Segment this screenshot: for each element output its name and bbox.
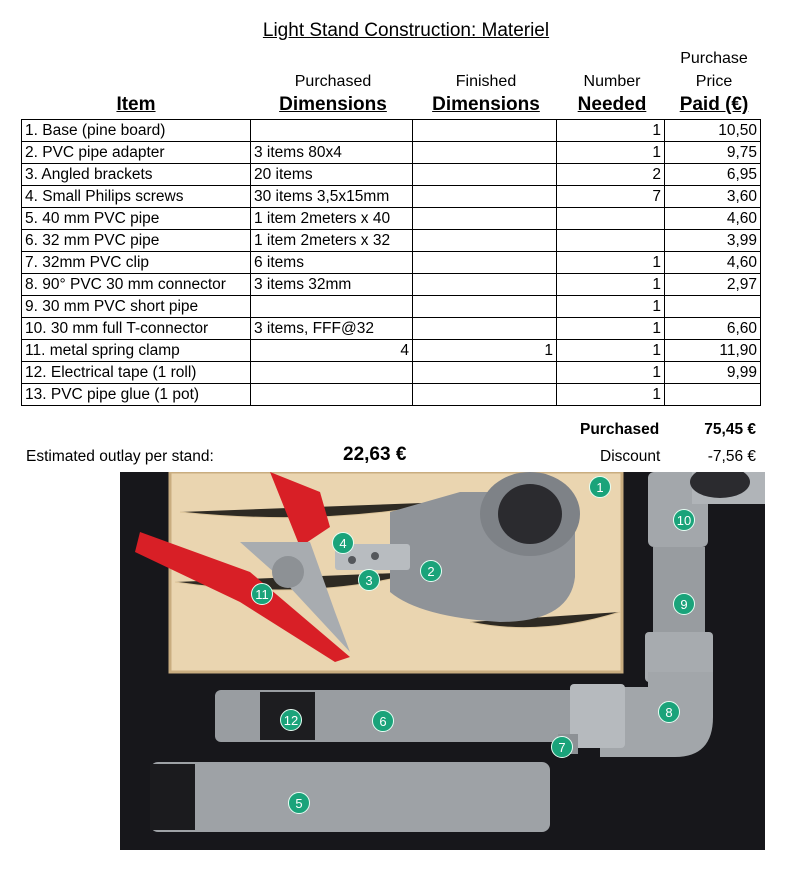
table-row [22,208,761,230]
cell-paid: 9,75 [665,142,761,164]
marker-4: 4 [332,532,354,554]
purchased-label: Purchased [580,421,660,438]
header-item [96,93,176,117]
header-price-label: Paid (€) [679,94,749,115]
cell-finished [413,252,557,274]
materials-table [21,119,761,406]
cell-paid: 4,60 [665,208,761,230]
cell-paid: 11,90 [665,340,761,362]
outlay-label: Estimated outlay per stand: [26,448,214,465]
parts-photo [120,472,765,850]
marker-7: 7 [551,736,573,758]
table-row [22,362,761,384]
sheet-title: Light Stand Construction: Materiel [262,20,550,41]
cell-item: 10. 30 mm full T-connector [22,318,251,340]
marker-12: 12 [280,709,302,731]
header-finished-label: Dimensions [432,94,540,115]
pvc-short-pipe [653,547,705,632]
header-number-top: Number [583,73,641,90]
cell-finished [413,384,557,406]
outlay-value: 22,63 € [343,444,407,465]
table-row [22,384,761,406]
cell-paid: 3,99 [665,230,761,252]
header-item-label: Item [116,94,156,115]
cell-needed: 1 [557,274,665,296]
cell-paid: 2,97 [665,274,761,296]
cell-purchased: 3 items 80x4 [251,142,413,164]
cell-purchased: 4 [251,340,413,362]
discount-label: Discount [600,448,661,465]
cell-paid [665,384,761,406]
cell-finished [413,296,557,318]
marker-8: 8 [658,701,680,723]
cell-paid: 4,60 [665,252,761,274]
table-row [22,252,761,274]
pvc-40mm-pipe [150,762,550,832]
cell-item: 13. PVC pipe glue (1 pot) [22,384,251,406]
cell-needed: 1 [557,362,665,384]
cell-needed [557,230,665,252]
header-purchased-label: Dimensions [279,94,387,115]
purchased-total: 75,45 € [704,421,756,438]
cell-paid: 3,60 [665,186,761,208]
header-number-needed [558,70,666,116]
cell-purchased: 1 item 2meters x 40 [251,208,413,230]
marker-5: 5 [288,792,310,814]
marker-3: 3 [358,569,380,591]
header-finished-dimensions [414,70,558,116]
cell-needed: 1 [557,384,665,406]
header-price-paid [666,47,762,116]
marker-1: 1 [589,476,611,498]
cell-purchased [251,362,413,384]
marker-10: 10 [673,509,695,531]
marker-6: 6 [372,710,394,732]
cell-item: 7. 32mm PVC clip [22,252,251,274]
cell-purchased [251,296,413,318]
cell-needed: 1 [557,340,665,362]
cell-needed: 1 [557,252,665,274]
cell-finished [413,230,557,252]
table-row [22,186,761,208]
marker-11: 11 [251,583,273,605]
cell-item: 4. Small Philips screws [22,186,251,208]
header-finished-top: Finished [455,73,517,90]
cell-needed: 1 [557,142,665,164]
cell-finished [413,164,557,186]
cell-purchased: 20 items [251,164,413,186]
cell-needed: 1 [557,296,665,318]
cell-paid: 9,99 [665,362,761,384]
cell-needed: 7 [557,186,665,208]
cell-item: 11. metal spring clamp [22,340,251,362]
table-row [22,120,761,142]
cell-finished [413,274,557,296]
cell-purchased [251,120,413,142]
header-purchased-top: Purchased [294,73,372,90]
cell-finished [413,186,557,208]
cell-finished [413,142,557,164]
table-row [22,142,761,164]
cell-purchased [251,384,413,406]
table-row [22,164,761,186]
header-number-label: Needed [577,94,647,115]
header-price-top2: Price [695,73,733,90]
cell-item: 12. Electrical tape (1 roll) [22,362,251,384]
cell-item: 2. PVC pipe adapter [22,142,251,164]
table-row [22,296,761,318]
cell-item: 8. 90° PVC 30 mm connector [22,274,251,296]
cell-needed: 1 [557,120,665,142]
marker-2: 2 [420,560,442,582]
table-row [22,318,761,340]
table-row [22,274,761,296]
cell-purchased: 1 item 2meters x 32 [251,230,413,252]
cell-finished: 1 [413,340,557,362]
cell-finished [413,362,557,384]
cell-purchased: 30 items 3,5x15mm [251,186,413,208]
discount-value: -7,56 € [707,448,756,465]
cell-purchased: 3 items, FFF@32 [251,318,413,340]
header-purchased-dimensions [252,70,414,116]
cell-needed [557,208,665,230]
cell-purchased: 3 items 32mm [251,274,413,296]
marker-9: 9 [673,593,695,615]
cell-finished [413,318,557,340]
cell-finished [413,208,557,230]
cell-item: 9. 30 mm PVC short pipe [22,296,251,318]
table-row [22,230,761,252]
cell-paid [665,296,761,318]
cell-item: 5. 40 mm PVC pipe [22,208,251,230]
cell-item: 3. Angled brackets [22,164,251,186]
cell-needed: 1 [557,318,665,340]
cell-paid: 10,50 [665,120,761,142]
cell-purchased: 6 items [251,252,413,274]
cell-item: 1. Base (pine board) [22,120,251,142]
cell-paid: 6,95 [665,164,761,186]
cell-item: 6. 32 mm PVC pipe [22,230,251,252]
cell-paid: 6,60 [665,318,761,340]
cell-finished [413,120,557,142]
header-price-top1: Purchase [680,50,748,67]
table-row [22,340,761,362]
cell-needed: 2 [557,164,665,186]
